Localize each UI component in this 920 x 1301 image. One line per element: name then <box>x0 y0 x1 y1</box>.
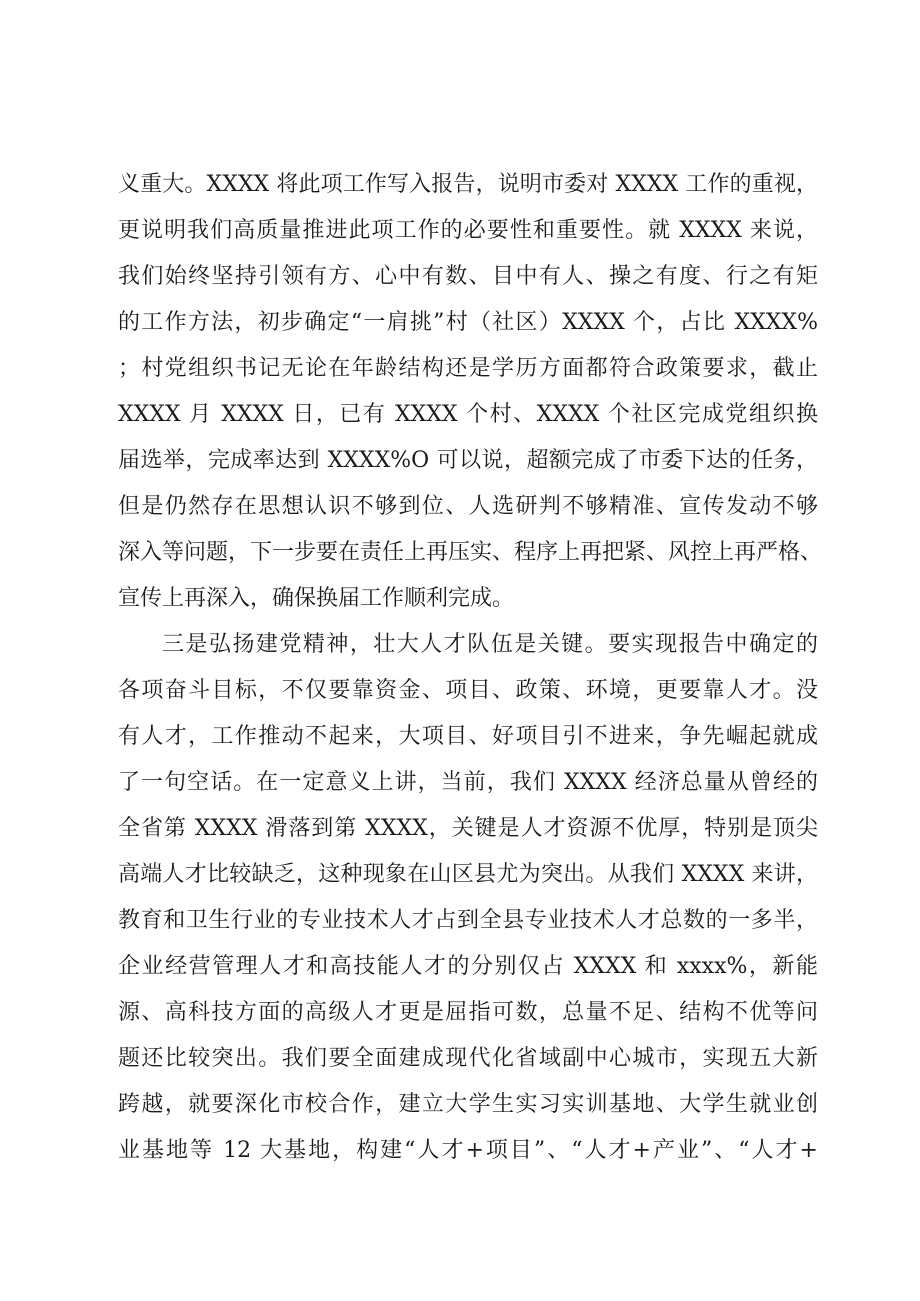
text-line: 教育和卫生行业的专业技术人才占到全县专业技术人才总数的一多半， <box>118 908 818 933</box>
text-line: ；村党组织书记无论在年龄结构还是学历方面都符合政策要求，截止 <box>118 356 818 381</box>
text-line: 业基地等 12 大基地，构建“人才+项目”、“人才+产业”、“人才+ <box>118 1138 818 1163</box>
text-line: 有人才，工作推动不起来，大项目、好项目引不进来，争先崛起就成 <box>118 724 818 749</box>
text-line: 更说明我们高质量推进此项工作的必要性和重要性。就 XXXX 来说， <box>118 218 818 243</box>
text-line: 题还比较突出。我们要全面建成现代化省域副中心城市，实现五大新 <box>118 1046 818 1071</box>
text-line: XXXX 月 XXXX 日，已有 XXXX 个村、XXXX 个社区完成党组织换 <box>118 402 818 427</box>
text-line: 的工作方法，初步确定“一肩挑”村（社区）XXXX 个，占比 XXXX% <box>118 310 818 335</box>
text-line: 宣传上再深入，确保换届工作顺利完成。 <box>118 586 515 611</box>
text-line: 我们始终坚持引领有方、心中有数、目中有人、操之有度、行之有矩 <box>118 264 818 289</box>
paragraph-2 <box>118 622 818 1174</box>
text-line: 企业经营管理人才和高技能人才的分别仅占 XXXX 和 xxxx%，新能 <box>118 954 818 979</box>
text-line: 了一句空话。在一定意义上讲，当前，我们 XXXX 经济总量从曾经的 <box>118 770 818 795</box>
text-line: 深入等问题，下一步要在责任上再压实、程序上再把紧、风控上再严格、 <box>118 540 823 565</box>
text-line: 跨越，就要深化市校合作，建立大学生实习实训基地、大学生就业创 <box>118 1092 818 1117</box>
paragraph-1 <box>118 162 823 622</box>
body-text <box>118 162 823 1174</box>
text-line: 但是仍然存在思想认识不够到位、人选研判不够精准、宣传发动不够 <box>118 494 818 519</box>
text-line: 各项奋斗目标，不仅要靠资金、项目、政策、环境，更要靠人才。没 <box>118 678 818 703</box>
text-line: 源、高科技方面的高级人才更是屈指可数，总量不足、结构不优等问 <box>118 1000 818 1025</box>
text-line: 三是弘扬建党精神，壮大人才队伍是关键。要实现报告中确定的 <box>162 632 818 657</box>
text-line: 全省第 XXXX 滑落到第 XXXX，关键是人才资源不优厚，特别是顶尖 <box>118 816 818 841</box>
text-line: 高端人才比较缺乏，这种现象在山区县尤为突出。从我们 XXXX 来讲， <box>118 862 818 887</box>
text-line: 届选举，完成率达到 XXXX%O 可以说，超额完成了市委下达的任务， <box>118 448 818 473</box>
text-line: 义重大。XXXX 将此项工作写入报告，说明市委对 XXXX 工作的重视， <box>118 172 818 197</box>
